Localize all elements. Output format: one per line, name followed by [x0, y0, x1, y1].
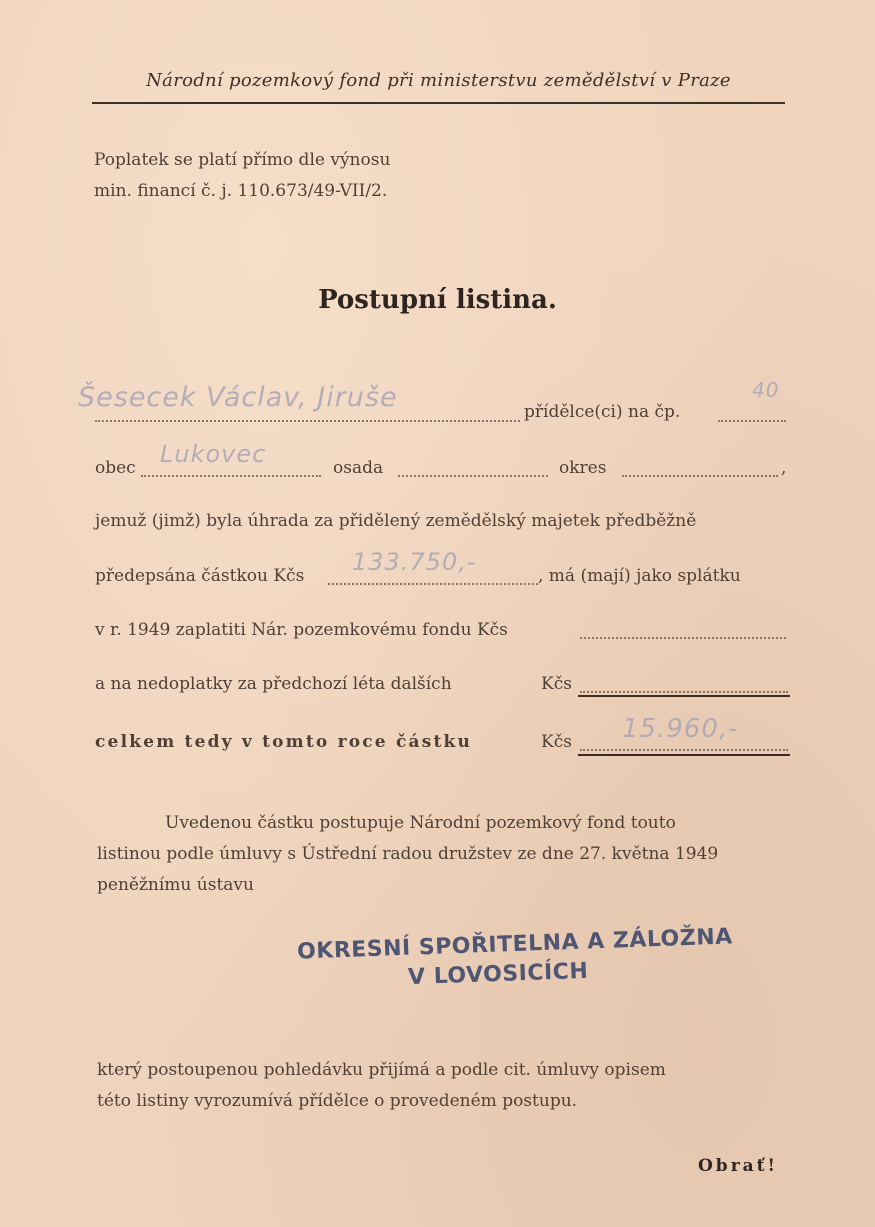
fee-note-line1: Poplatek se platí přímo dle výnosu	[94, 150, 391, 170]
year-installment-label: v r. 1949 zaplatiti Nár. pozemkovému fondu Kčs	[95, 620, 508, 640]
bank-stamp-line1: OKRESNÍ SPOŘITELNA A ZÁLOŽNA	[296, 924, 734, 965]
handwritten-total-amount: 15.960,-	[622, 714, 739, 744]
arrears-currency: Kčs	[541, 674, 572, 694]
assignment-paragraph-line2: listinou podle úmluvy s Ústřední radou družstev ze dne 27. května 1949	[97, 844, 719, 864]
total-label: celkem tedy v tomto roce částku	[95, 732, 473, 752]
assignment-paragraph-line1: Uvedenou částku postupuje Národní pozemkový fond touto	[165, 813, 676, 833]
name-field-line	[95, 419, 520, 422]
bank-stamp-line2: V LOVOSICÍCH	[407, 958, 589, 991]
year-installment-line	[580, 636, 786, 639]
allottee-label: přídělce(ci) na čp.	[524, 402, 681, 422]
header-rule	[92, 102, 785, 104]
settlement-line	[398, 474, 548, 477]
handwritten-house-number: 40	[752, 378, 780, 402]
handwritten-name: Šesecek Václav, Jiruše	[78, 382, 398, 413]
fee-note-line2: min. financí č. j. 110.673/49-VII/2.	[94, 181, 388, 201]
document-title: Postupní listina.	[318, 285, 557, 315]
issuer-header: Národní pozemkový fond při ministerstvu zemědělství v Praze	[146, 70, 731, 91]
acceptance-paragraph-line1: který postoupenou pohledávku přijímá a podle cit. úmluvy opisem	[97, 1060, 666, 1080]
acceptance-paragraph-line2: této listiny vyrozumívá přídělce o provedeném postupu.	[97, 1091, 578, 1111]
installment-label: , má (mají) jako splátku	[538, 566, 741, 586]
handwritten-prescribed-amount: 133.750,-	[352, 548, 477, 576]
house-number-line	[718, 419, 786, 422]
arrears-label: a na nedoplatky za předchozí léta dalších	[95, 674, 452, 694]
settlement-label: osada	[333, 458, 384, 478]
prescribed-amount-line	[328, 582, 538, 585]
municipality-line	[141, 474, 321, 477]
handwritten-municipality: Lukovec	[160, 440, 267, 468]
prescribed-label: předepsána částkou Kčs	[95, 566, 305, 586]
district-label: okres	[559, 458, 607, 478]
turn-over-note: Obrať!	[698, 1156, 778, 1176]
assignment-paragraph-line3: peněžnímu ústavu	[97, 875, 254, 895]
district-line	[622, 474, 778, 477]
total-line	[580, 748, 788, 751]
arrears-underline	[578, 695, 790, 697]
prescribed-intro: jemuž (jimž) byla úhrada za přidělený zemědělský majetek předběžně	[95, 511, 697, 531]
total-currency: Kčs	[541, 732, 572, 752]
arrears-line	[580, 690, 788, 693]
district-comma: ,	[781, 458, 787, 478]
municipality-label: obec	[95, 458, 136, 478]
total-underline	[578, 754, 790, 756]
